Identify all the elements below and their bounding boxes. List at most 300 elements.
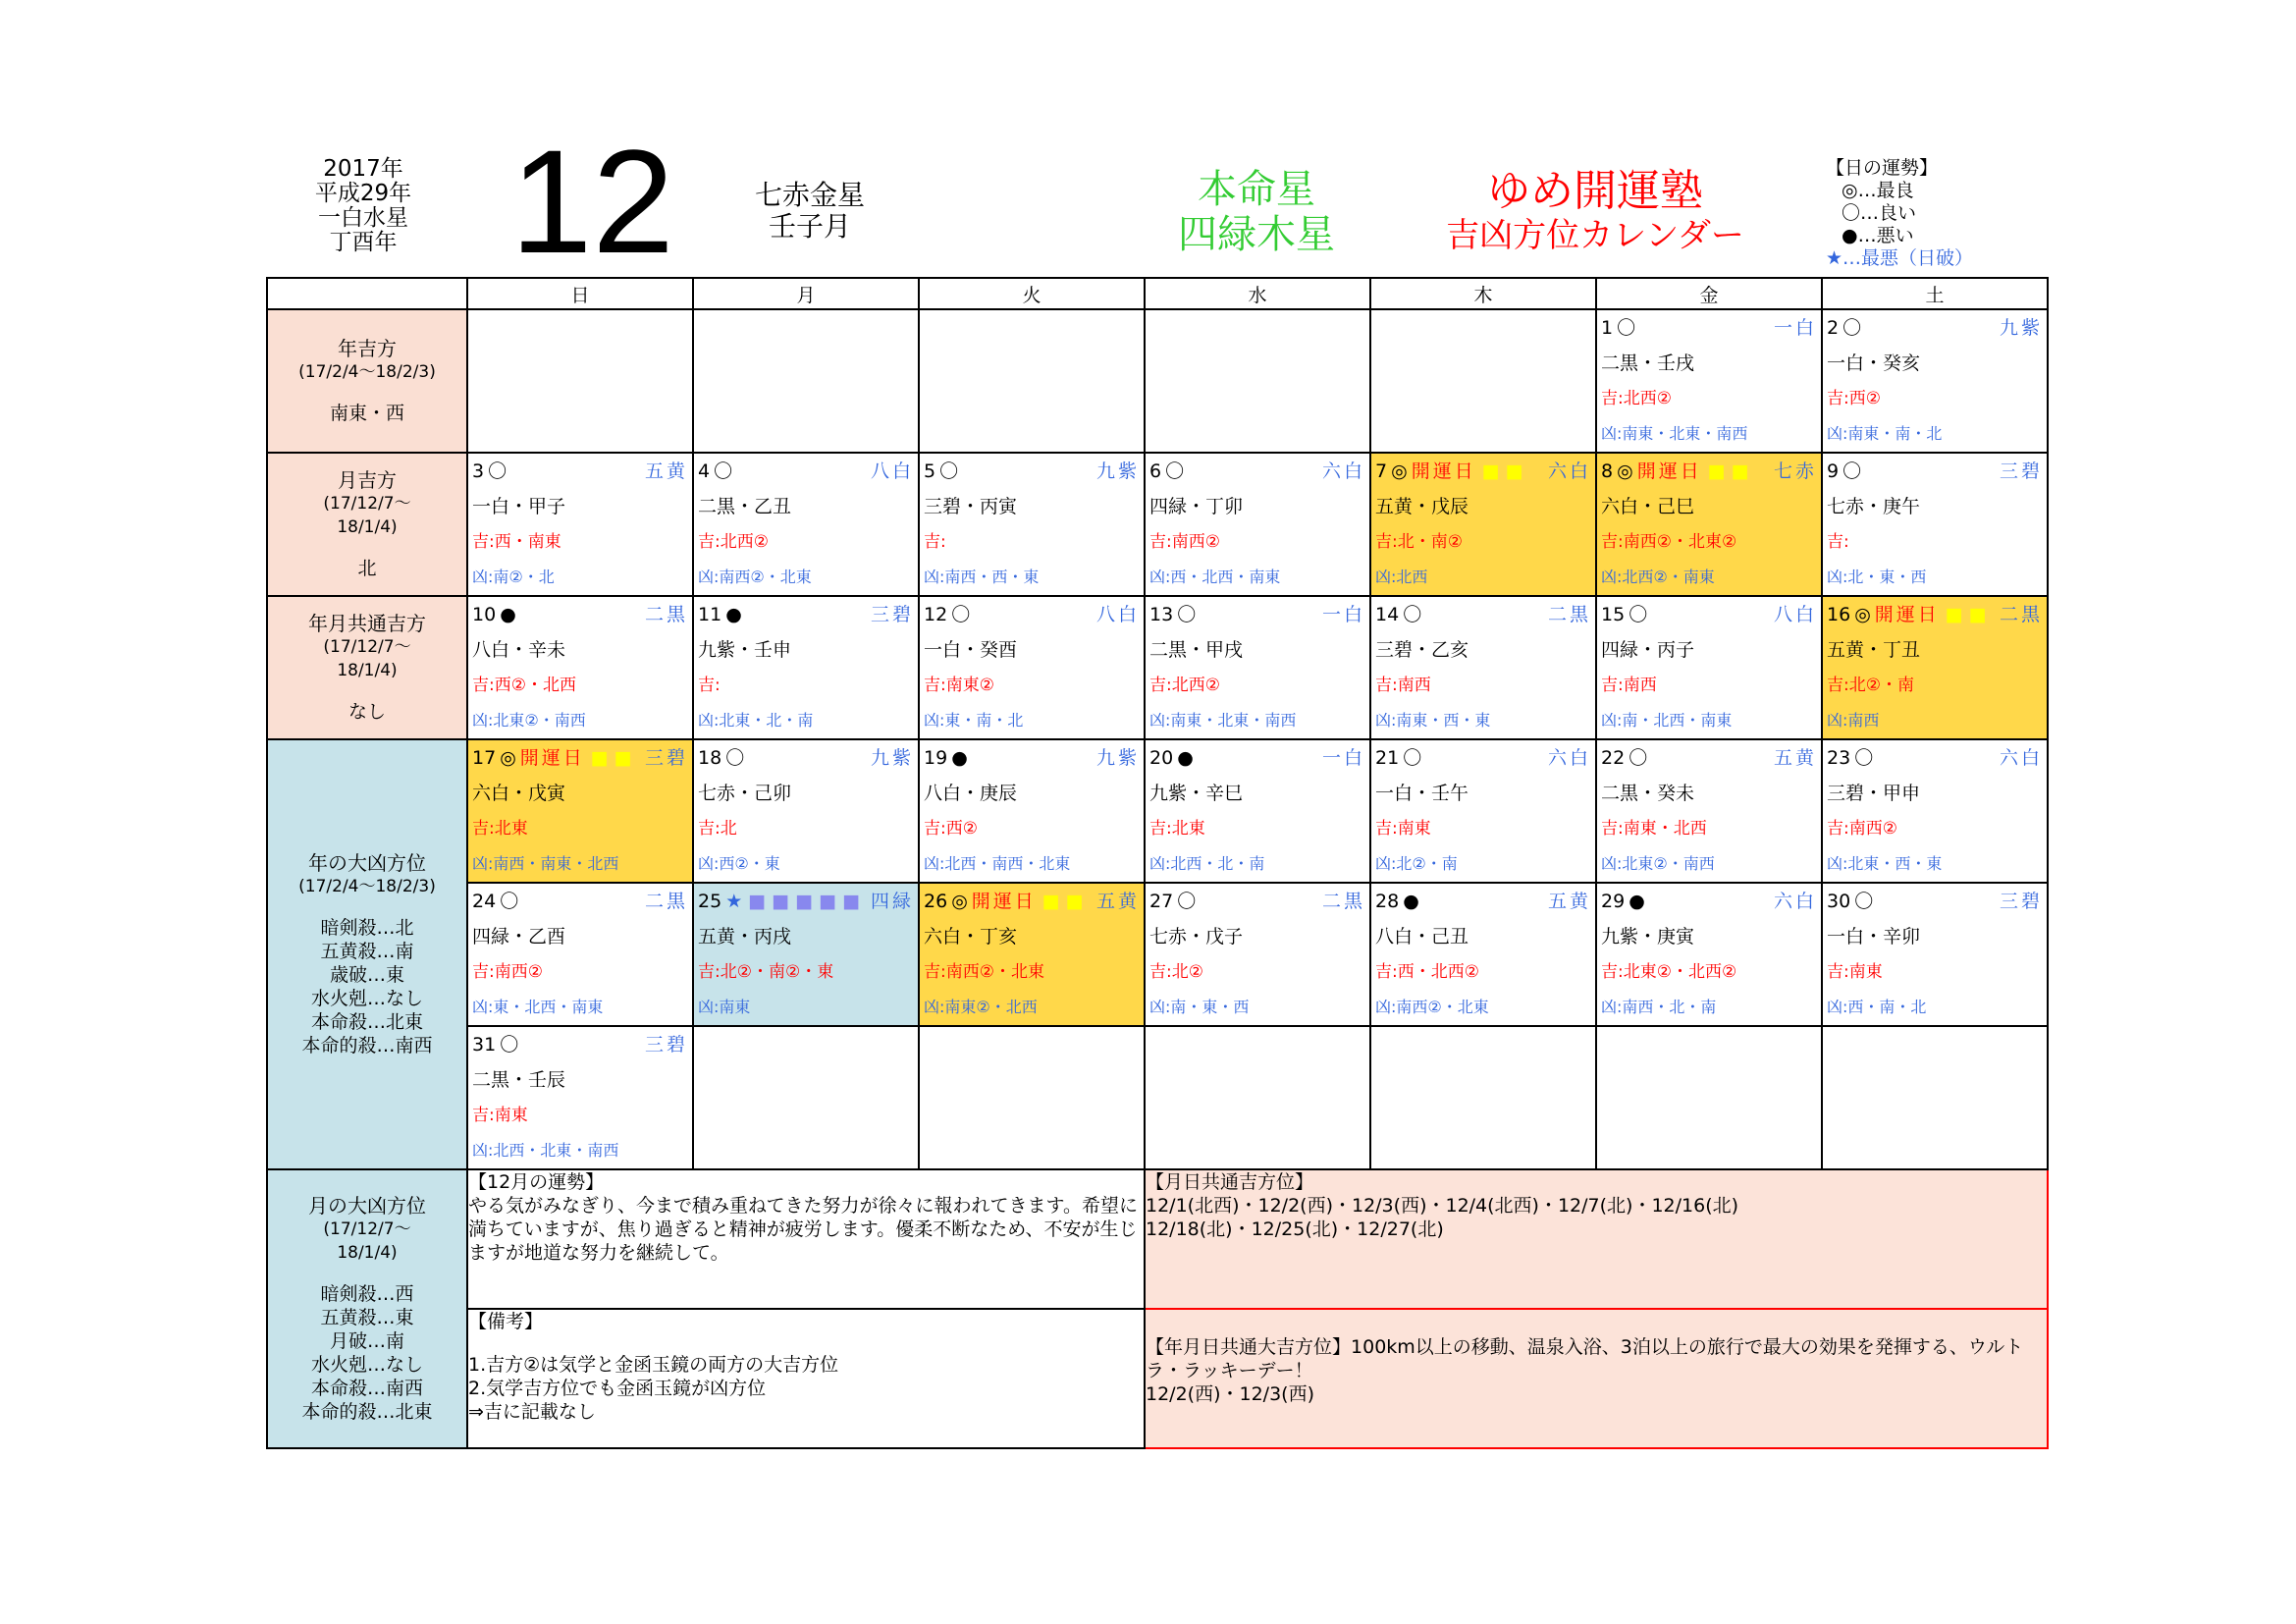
day-kyo: 凶:南東・北東・南西 — [1601, 424, 1748, 443]
week-row — [267, 883, 2048, 1026]
day-header — [1823, 740, 2047, 776]
month-star-line: 七赤金星 — [754, 179, 865, 211]
side-range: (17/12/7〜 — [323, 637, 411, 657]
day-cell — [693, 596, 919, 739]
day-header — [468, 1027, 692, 1062]
day-kichi: 吉:北東 — [1149, 819, 1205, 839]
day-cell — [1145, 739, 1370, 883]
day-header — [1597, 597, 1821, 632]
day-header — [1823, 454, 2047, 489]
year-line: 一白水星 — [318, 205, 408, 231]
day-eto: 二黒・甲戌 — [1149, 639, 1244, 661]
month-star — [726, 180, 893, 243]
day-kichi: 吉:北西② — [1601, 389, 1672, 408]
day-star: 三碧 — [1999, 891, 2043, 912]
day-header — [694, 454, 918, 489]
day-label — [1827, 310, 1861, 346]
day-star: 六白 — [1547, 747, 1591, 769]
day-star: 七赤 — [1773, 460, 1817, 482]
day-number: 9 — [1827, 460, 1840, 482]
side-range: 18/1/4) — [337, 1243, 398, 1263]
kaiun-square-icon: ■ ■ — [1945, 604, 1987, 625]
day-header — [1597, 310, 1821, 346]
day-kichi: 吉:南西② — [472, 962, 543, 982]
day-cell — [1596, 309, 1822, 453]
weekday-header-row — [267, 278, 2048, 309]
side-value: 北 — [357, 558, 377, 579]
day-cell — [467, 596, 693, 739]
day-number: 5 — [924, 460, 936, 482]
common-title: 【月日共通吉方位】 — [1146, 1171, 1314, 1193]
day-label — [1601, 884, 1645, 919]
day-eto: 四緑・丙子 — [1601, 639, 1695, 661]
day-cell — [693, 739, 919, 883]
day-number: 20 — [1149, 747, 1174, 769]
day-number: 1 — [1601, 317, 1614, 339]
side-range: (17/2/4〜18/2/3) — [298, 362, 436, 382]
day-label — [1827, 740, 1873, 776]
day-kichi: 吉:南東② — [924, 676, 994, 695]
day-eto: 一白・壬午 — [1375, 783, 1469, 804]
day-star: 九紫 — [1999, 317, 2043, 339]
day-label — [698, 597, 742, 632]
empty-day-cell — [1370, 309, 1596, 453]
day-star: 三碧 — [1999, 460, 2043, 482]
day-kyo: 凶:東・北西・南東 — [472, 998, 604, 1016]
day-cell — [467, 1026, 693, 1169]
fortune-mark: 〇 — [1854, 747, 1874, 769]
day-label — [1149, 454, 1184, 489]
day-header — [1597, 740, 1821, 776]
day-kichi: 吉:西②・北西 — [472, 676, 576, 695]
day-number: 28 — [1375, 891, 1400, 912]
side-item: 本命的殺…南西 — [301, 1035, 433, 1056]
day-eto: 四緑・丁卯 — [1149, 496, 1244, 517]
day-label — [924, 740, 968, 776]
day-number: 2 — [1827, 317, 1840, 339]
monthly-fortune — [467, 1169, 1145, 1309]
fortune-mark: ◎ — [951, 891, 968, 912]
great-text: 100km以上の移動、温泉入浴、3泊以上の旅行で最大の効果を発揮する、ウルトラ・ラッキーデー！ — [1146, 1336, 2024, 1381]
side-range: 18/1/4) — [337, 517, 398, 537]
day-kichi: 吉:南西②・北東 — [924, 962, 1044, 982]
day-label — [1827, 454, 1861, 489]
empty-day-cell — [1596, 1026, 1822, 1169]
day-cell — [919, 596, 1145, 739]
day-header — [1146, 884, 1369, 919]
day-star: 一白 — [1321, 747, 1365, 769]
day-star: 六白 — [1547, 460, 1591, 482]
day-kichi: 吉:北・南② — [1375, 532, 1463, 552]
day-cell — [1370, 739, 1596, 883]
day-eto: 四緑・乙酉 — [472, 926, 566, 947]
day-cell — [1596, 453, 1822, 596]
day-eto: 九紫・辛巳 — [1149, 783, 1244, 804]
day-star: 二黒 — [644, 891, 688, 912]
fortune-mark: 〇 — [1617, 317, 1636, 339]
day-eto: 九紫・壬申 — [698, 639, 792, 661]
legend-item: 〇…良い — [1842, 202, 1917, 224]
week-row — [267, 1026, 2048, 1169]
remarks-line: 2.気学吉方位でも金函玉鏡が凶方位 — [468, 1378, 767, 1399]
day-kichi: 吉: — [698, 676, 721, 695]
kaiun-square-icon: ■ ■ — [1707, 460, 1749, 482]
day-eto: 五黄・丙戌 — [698, 926, 792, 947]
day-number: 26 — [924, 891, 948, 912]
day-eto: 七赤・庚午 — [1827, 496, 1921, 517]
day-star: 三碧 — [644, 747, 688, 769]
legend-item: ◎…最良 — [1842, 180, 1914, 201]
remarks-box — [467, 1309, 1145, 1448]
day-kyo: 凶:北西②・南東 — [1601, 568, 1715, 586]
kaiun-day-label: 開運日 — [971, 891, 1037, 912]
day-cell — [919, 453, 1145, 596]
day-header — [920, 740, 1144, 776]
day-cell — [1822, 309, 2048, 453]
fortune-mark: 〇 — [939, 460, 959, 482]
day-eto: 六白・己巳 — [1601, 496, 1695, 517]
notes-row — [267, 1169, 2048, 1309]
day-kyo: 凶:南西・西・東 — [924, 568, 1040, 586]
day-number: 3 — [472, 460, 485, 482]
day-eto: 二黒・壬戌 — [1601, 352, 1695, 374]
empty-day-cell — [1145, 1026, 1370, 1169]
side-item: 本命殺…北東 — [310, 1011, 423, 1033]
day-number: 15 — [1601, 604, 1626, 625]
day-kichi: 吉:西・南東 — [472, 532, 561, 552]
day-kyo: 凶:南東・北東・南西 — [1149, 711, 1297, 730]
fortune-mark: ● — [725, 604, 742, 625]
month-number: 12 — [510, 119, 674, 284]
day-label — [1149, 884, 1196, 919]
day-header — [1371, 740, 1595, 776]
side-title: 年月共通吉方 — [308, 612, 426, 635]
day-eto: 二黒・壬辰 — [472, 1069, 566, 1091]
day-kyo: 凶:北西・南西・北東 — [924, 854, 1071, 873]
day-star: 八白 — [870, 460, 914, 482]
legend-item: ●…悪い — [1842, 225, 1914, 246]
fortune-mark: ◎ — [1617, 460, 1633, 482]
weekday-sat: 土 — [1822, 278, 2048, 309]
day-eto: 六白・戊寅 — [472, 783, 566, 804]
day-header — [1371, 454, 1595, 489]
day-number: 25 — [698, 891, 722, 912]
day-kyo: 凶:北西 — [1375, 568, 1428, 586]
remarks-line: ⇒吉に記載なし — [468, 1401, 596, 1423]
week-row — [267, 309, 2048, 453]
day-cell — [1822, 453, 2048, 596]
day-number: 29 — [1601, 891, 1626, 912]
common-direction-box — [1145, 1169, 2048, 1309]
day-label — [1149, 740, 1194, 776]
day-kichi: 吉:北西② — [698, 532, 769, 552]
day-header — [1146, 597, 1369, 632]
day-number: 13 — [1149, 604, 1174, 625]
day-cell — [467, 739, 693, 883]
day-kyo: 凶:南西②・北東 — [698, 568, 812, 586]
fortune-mark: ◎ — [1854, 604, 1871, 625]
great-title: 【年月日共通大吉方位】 — [1146, 1336, 1352, 1358]
day-star: 八白 — [1095, 604, 1140, 625]
fortune-mark: ● — [1629, 891, 1645, 912]
side-item: 本命的殺…北東 — [301, 1401, 433, 1423]
day-cell — [1370, 596, 1596, 739]
day-cell — [1596, 883, 1822, 1026]
day-header — [468, 740, 692, 776]
day-label — [472, 884, 518, 919]
kaiun-day-label: 開運日 — [1411, 460, 1476, 482]
fortune-mark: 〇 — [951, 604, 971, 625]
day-kichi: 吉:南東 — [1827, 962, 1883, 982]
week-row — [267, 739, 2048, 883]
fortune-mark: ◎ — [1391, 460, 1408, 482]
day-kichi: 吉: — [924, 532, 946, 552]
day-cell — [467, 883, 693, 1026]
day-kyo: 凶:北西・北東・南西 — [472, 1141, 619, 1160]
day-number: 18 — [698, 747, 722, 769]
day-kichi: 吉:北②・南②・東 — [698, 962, 834, 982]
day-label — [1601, 740, 1647, 776]
day-number: 16 — [1827, 604, 1851, 625]
day-label — [924, 597, 970, 632]
day-eto: 一白・甲子 — [472, 496, 566, 517]
week-row — [267, 453, 2048, 596]
day-header — [694, 740, 918, 776]
day-label — [924, 454, 958, 489]
day-star: 九紫 — [1095, 747, 1140, 769]
empty-day-cell — [1822, 1026, 2048, 1169]
day-kichi: 吉:南西② — [1827, 819, 1897, 839]
day-star: 三碧 — [644, 1034, 688, 1056]
day-header — [1597, 884, 1821, 919]
day-label — [698, 884, 860, 919]
common-text: 12/1(北西)・12/2(西)・12/3(西)・12/4(北西)・12/7(北)・12/16(北) 12/18(北)・12/25(北)・12/27(北) — [1146, 1195, 1739, 1240]
kaiun-square-icon: ■ ■ — [590, 747, 632, 769]
fortune-title: 【12月の運勢】 — [468, 1171, 605, 1193]
day-star: 一白 — [1321, 604, 1365, 625]
day-kichi: 吉:北東 — [472, 819, 528, 839]
day-kichi: 吉:北②・南 — [1827, 676, 1914, 695]
brand-subtitle: 吉凶方位カレンダー — [1446, 216, 1744, 255]
day-number: 11 — [698, 604, 722, 625]
day-cell — [1822, 739, 2048, 883]
day-header — [920, 884, 1144, 919]
empty-day-cell — [693, 309, 919, 453]
day-kyo: 凶:南西・北・南 — [1601, 998, 1717, 1016]
side-title: 月吉方 — [338, 468, 397, 492]
empty-day-cell — [693, 1026, 919, 1169]
day-star: 一白 — [1773, 317, 1817, 339]
fortune-mark: ★ — [725, 891, 743, 912]
fortune-mark: 〇 — [1842, 460, 1862, 482]
fortune-mark: 〇 — [500, 1034, 519, 1056]
day-header — [1146, 740, 1369, 776]
day-number: 21 — [1375, 747, 1400, 769]
day-kyo: 凶:南東②・北西 — [924, 998, 1038, 1016]
weekday-mon: 月 — [693, 278, 919, 309]
day-label — [698, 454, 732, 489]
day-eto: 三碧・丙寅 — [924, 496, 1018, 517]
day-cell — [919, 739, 1145, 883]
day-star: 九紫 — [870, 747, 914, 769]
great-dates: 12/2(西)・12/3(西) — [1146, 1383, 1314, 1405]
day-label — [1375, 884, 1419, 919]
fortune-mark: ◎ — [500, 747, 516, 769]
day-number: 27 — [1149, 891, 1174, 912]
day-cell — [1596, 739, 1822, 883]
day-kichi: 吉:南西 — [1375, 676, 1431, 695]
day-header — [920, 454, 1144, 489]
day-eto: 二黒・乙丑 — [698, 496, 792, 517]
day-eto: 三碧・甲申 — [1827, 783, 1921, 804]
side-item: 水火剋…なし — [310, 988, 423, 1009]
day-kyo: 凶:北西・北・南 — [1149, 854, 1265, 873]
day-kyo: 凶:北東・西・東 — [1827, 854, 1943, 873]
day-number: 8 — [1601, 460, 1614, 482]
fortune-mark: 〇 — [1629, 747, 1648, 769]
notes-row — [267, 1309, 2048, 1448]
empty-day-cell — [1145, 309, 1370, 453]
day-cell — [467, 453, 693, 596]
day-label — [1601, 454, 1749, 489]
day-number: 14 — [1375, 604, 1400, 625]
side-item: 五黄殺…南 — [320, 941, 414, 962]
fortune-mark: 〇 — [1842, 317, 1862, 339]
empty-day-cell — [919, 1026, 1145, 1169]
day-kichi: 吉:北 — [698, 819, 737, 839]
year-line: 平成29年 — [314, 181, 412, 206]
day-number: 4 — [698, 460, 711, 482]
empty-day-cell — [919, 309, 1145, 453]
side-item: 暗剣殺…西 — [320, 1283, 414, 1305]
brand — [1433, 167, 1757, 255]
day-kichi: 吉:北東②・北西② — [1601, 962, 1737, 982]
day-kyo: 凶:西・南・北 — [1827, 998, 1927, 1016]
day-kyo: 凶:南②・北 — [472, 568, 555, 586]
day-star: 三碧 — [870, 604, 914, 625]
day-star: 九紫 — [1095, 460, 1140, 482]
side-range: (17/12/7〜 — [323, 1219, 411, 1239]
common-kichi-cell — [267, 596, 467, 739]
day-star: 六白 — [1773, 891, 1817, 912]
day-star: 五黄 — [644, 460, 688, 482]
side-title: 月の大凶方位 — [308, 1194, 426, 1218]
day-kyo: 凶:北東・北・南 — [698, 711, 814, 730]
side-title: 年吉方 — [338, 337, 397, 360]
day-number: 6 — [1149, 460, 1162, 482]
fortune-mark: ● — [1177, 747, 1194, 769]
day-cell — [1370, 883, 1596, 1026]
kaiun-day-label: 開運日 — [1636, 460, 1702, 482]
day-kichi: 吉:南西② — [1149, 532, 1220, 552]
side-range: 18/1/4) — [337, 661, 398, 680]
day-label — [1149, 597, 1196, 632]
side-title: 年の大凶方位 — [308, 851, 426, 875]
day-star: 八白 — [1773, 604, 1817, 625]
day-eto: 六白・丁亥 — [924, 926, 1018, 947]
day-eto: 二黒・癸未 — [1601, 783, 1695, 804]
day-kichi: 吉:南西②・北東② — [1601, 532, 1737, 552]
day-cell — [919, 883, 1145, 1026]
day-label — [472, 1027, 518, 1062]
legend-item-worst: ★…最悪（日破） — [1826, 247, 1974, 269]
side-item: 水火剋…なし — [310, 1354, 423, 1376]
remarks-title: 【備考】 — [468, 1311, 544, 1332]
day-kyo: 凶:南東・西・東 — [1375, 711, 1491, 730]
calendar-table — [266, 277, 2049, 1449]
day-header — [468, 454, 692, 489]
day-cell — [1145, 883, 1370, 1026]
fortune-mark: 〇 — [1177, 604, 1197, 625]
day-eto: 五黄・戊辰 — [1375, 496, 1469, 517]
day-kichi: 吉:西② — [924, 819, 978, 839]
day-kyo: 凶:南西 — [1827, 711, 1880, 730]
day-kichi: 吉:北西② — [1149, 676, 1220, 695]
side-item: 本命殺…南西 — [310, 1378, 423, 1399]
empty-day-cell — [467, 309, 693, 453]
corner-cell — [267, 278, 467, 309]
day-label — [1375, 454, 1523, 489]
day-star: 五黄 — [1547, 891, 1591, 912]
great-direction-box — [1145, 1309, 2048, 1448]
day-cell — [1145, 453, 1370, 596]
day-label — [924, 884, 1084, 919]
day-kyo: 凶:北②・南 — [1375, 854, 1458, 873]
day-number: 22 — [1601, 747, 1626, 769]
side-item: 五黄殺…東 — [320, 1307, 414, 1328]
fortune-mark: 〇 — [1165, 460, 1185, 482]
side-item: 歳破…東 — [329, 964, 404, 986]
day-eto: 一白・癸亥 — [1827, 352, 1921, 374]
honmei-star — [1158, 167, 1355, 257]
day-number: 30 — [1827, 891, 1851, 912]
day-header — [1371, 884, 1595, 919]
day-label — [698, 740, 744, 776]
day-label — [1601, 310, 1635, 346]
weekday-tue: 火 — [919, 278, 1145, 309]
year-info — [299, 157, 427, 255]
day-cell — [1145, 596, 1370, 739]
day-label — [1827, 884, 1873, 919]
fortune-mark: 〇 — [500, 891, 519, 912]
day-kichi: 吉:西② — [1827, 389, 1881, 408]
day-star: 六白 — [1321, 460, 1365, 482]
fortune-mark: 〇 — [1629, 604, 1648, 625]
day-kichi: 吉:北② — [1149, 962, 1203, 982]
day-header — [1823, 597, 2047, 632]
side-value: 南東・西 — [329, 403, 404, 424]
side-range: (17/2/4〜18/2/3) — [298, 877, 436, 896]
day-kichi: 吉:西・北西② — [1375, 962, 1479, 982]
kaiun-square-icon: ■ ■ — [1481, 460, 1523, 482]
day-eto: 一白・辛卯 — [1827, 926, 1921, 947]
day-eto: 三碧・乙亥 — [1375, 639, 1469, 661]
day-kyo: 凶:北東②・南西 — [1601, 854, 1715, 873]
day-cell — [693, 883, 919, 1026]
day-header — [1823, 310, 2047, 346]
fortune-mark: 〇 — [488, 460, 507, 482]
day-eto: 一白・癸酉 — [924, 639, 1018, 661]
day-eto: 五黄・丁丑 — [1827, 639, 1921, 661]
day-label — [1375, 597, 1421, 632]
weekday-wed: 水 — [1145, 278, 1370, 309]
day-number: 31 — [472, 1034, 497, 1056]
day-kichi: 吉: — [1827, 532, 1849, 552]
day-number: 12 — [924, 604, 948, 625]
day-kyo: 凶:西・北西・南東 — [1149, 568, 1281, 586]
day-star: 二黒 — [1547, 604, 1591, 625]
day-kichi: 吉:南東 — [472, 1106, 528, 1125]
